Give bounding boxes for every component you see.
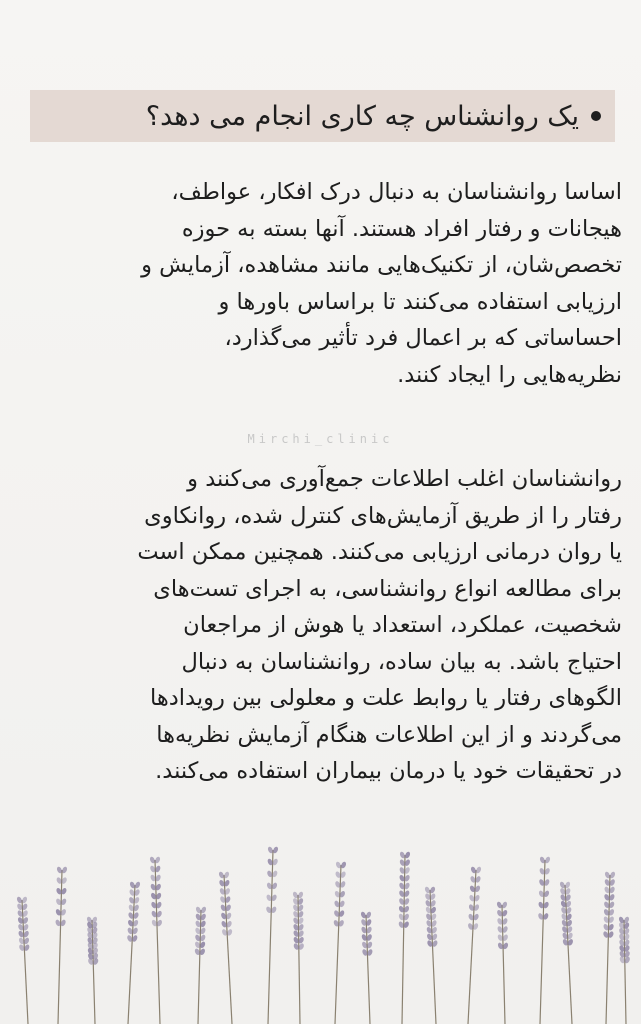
lavender-sprig (55, 866, 68, 1024)
paragraph-line: نظریه‌هایی را ایجاد کنند. (397, 361, 622, 388)
paragraph-1 (18, 174, 622, 393)
lavender-sprig (360, 911, 373, 1024)
watermark: Mirchi_clinic (247, 432, 394, 446)
lavender-sprig (292, 891, 305, 1024)
lavender-sprig (265, 846, 279, 1024)
paragraph-line: ارزیابی استفاده می‌کنند تا براساس باورها و (218, 288, 622, 315)
paragraph-line: احساساتی که بر اعمال فرد تأثیر می‌گذارد، (224, 325, 622, 351)
lavender-sprig (126, 881, 141, 1024)
lavender-sprig (467, 866, 482, 1024)
lavender-sprig (194, 906, 207, 1024)
lavender-sprig (398, 851, 411, 1024)
paragraph-line: اساسا روانشناسان به دنبال درک افکار، عواطف، (171, 179, 622, 205)
lavender-sprig (602, 871, 616, 1024)
lavender-sprig (559, 881, 574, 1024)
paragraph-line: برای مطالعه انواع روانشناسی، به اجرای تست‌های (153, 575, 622, 602)
title-banner (30, 90, 615, 142)
paragraph-line: می‌گردند و از این اطلاعات هنگام آزمایش نظریه‌ها (156, 721, 622, 748)
paragraph-line: یا روان درمانی ارزیابی می‌کنند. همچنین ممکن است (137, 539, 622, 565)
paragraph-line: رفتار را از طریق آزمایش‌های کنترل شده، روانکاوی (144, 502, 622, 529)
paragraph-line: الگوهای رفتار یا روابط علت و معلولی بین رویدادها (150, 685, 622, 711)
paragraph-line: در تحقیقات خود یا درمان بیماران استفاده می‌کنند. (155, 758, 622, 784)
lavender-sprigs-illustration (0, 830, 641, 1024)
lavender-sprig (424, 886, 438, 1024)
lavender-sprig (16, 896, 30, 1024)
page-title: یک روانشناس چه کاری انجام می دهد؟ (145, 100, 579, 132)
paragraph-2 (18, 461, 622, 790)
lavender-sprig (333, 861, 347, 1024)
bullet-icon (591, 111, 601, 121)
paragraph-line: تخصص‌شان، از تکنیک‌هایی مانند مشاهده، آزمایش و (141, 252, 622, 278)
lavender-sprig (618, 916, 631, 1024)
paragraph-line: شخصیت، عملکرد، استعداد یا هوش از مراجعان (183, 612, 622, 638)
paragraph-line: روانشناسان اغلب اطلاعات جمع‌آوری می‌کنند و (187, 466, 622, 492)
lavender-sprig (149, 856, 163, 1024)
lavender-sprig (496, 901, 509, 1024)
paragraph-line: هیجانات و رفتار افراد هستند. آنها بسته به حوزه (181, 215, 622, 242)
lavender-sprig (86, 916, 99, 1024)
lavender-sprig (537, 856, 551, 1024)
lavender-sprig (218, 871, 233, 1024)
paragraph-line: احتیاج باشد. به بیان ساده، روانشناسان به دنبال (181, 648, 622, 675)
